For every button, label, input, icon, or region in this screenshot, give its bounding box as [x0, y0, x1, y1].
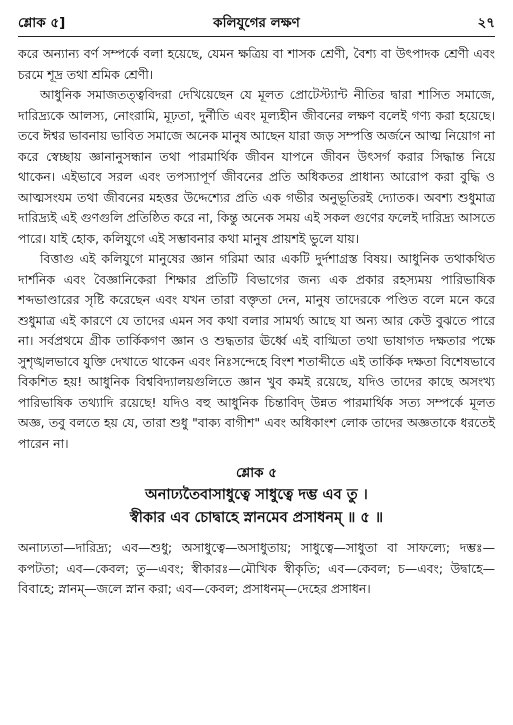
page-body [18, 44, 495, 600]
verse-line: অনাঢ্যতৈবাসাধুত্বে সাধুত্বে দম্ভ এব তু । [145, 487, 368, 503]
paragraph: করে অন্যান্য বর্ণ সম্পর্কে বলা হয়েছে, যেমন ক্ষত্রিয় বা শাসক শ্রেণী, বৈশ্য বা উৎপাদক শ্রেণী এবং চরমে শূদ্র তথা শ্রমিক শ্রেণী। [18, 46, 495, 82]
paragraph: বিত্তাগু এই কলিযুগে মানুষের জ্ঞান গরিমা আর একটি দুর্দশাগ্রস্ত বিষয়। আধুনিক তথাকথিত দার্শনিক এবং বৈজ্ঞানিকেরা শিক্ষার প্রতিটি বিভাগের জন্য এক প্রকার রহস্যময় পারিভাষিক শব্দভাণ্ডারের সৃষ্টি করেছেন এবং যখন তারা বক্তৃতা দেন, মানুষ তাদেরকে পণ্ডিত বলে মনে করে শুধুমাত্র এই কারণে যে তাদের এমন সব কথা বলার সামর্থ্য আছে যা অন্য আর কেউ বুঝতে পারে না। সর্বপ্রথমে গ্রীক তার্কিকগণ জ্ঞান ও শুদ্ধতার ঊর্ধ্বে এই বাগ্মিতা তথা ভাষাগত দক্ষতার পক্ষে সুশৃঙ্খলভাবে যুক্তি দেখাতে থাকেন এবং নিঃসন্দেহে বিংশ শতাব্দীতে এই তার্কিক দক্ষতা বিশেষভাবে বিকশিত হয়! আধুনিক বিশ্ববিদ্যালয়গুলিতে জ্ঞান খুব কমই রয়েছে, যদিও তাদের কাছে অসংখ্য পারিভাষিক তথ্যাদি রয়েছে! যদিও বহু আধুনিক চিন্তাবিদ্ উন্নত পারমার্থিক সত্য সম্পর্কে মূলত অজ্ঞ, তবু বলতে হয় যে, তারা শুধু "বাক্য বাগীশ" এবং অধিকাংশ লোক তাদের অজ্ঞতাকে ধরতেই পারেন না। [18, 251, 495, 451]
page-header [18, 12, 495, 34]
word-meanings: অনাঢ্যতা—দারিদ্র্য; এব—শুধু; অসাধুত্বে—অসাধুতায়; সাধুত্বে—সাধুতা বা সাফল্যে; দম্ভঃ—কপটতা; এব—কেবল; তু—এবং; স্বীকারঃ—মৌখিক স্বীকৃতি; এব—কেবল; চ—এবং; উদ্বাহে—বিবাহে; স্নানম্—জলে স্নান করা; এব—কেবল; প্রসাধনম্—দেহের প্রসাধন। [18, 540, 495, 596]
verse-label: শ্লোক ৫ [235, 465, 278, 481]
header-rule [18, 36, 495, 37]
verse-line: স্বীকার এব চোদ্বাহে স্নানমেব প্রসাধনম্ ॥ ৫ ॥ [129, 510, 384, 526]
running-title: কলিযুগের লক্ষণ [213, 15, 300, 31]
paragraph: আধুনিক সমাজতত্ত্ববিদরা দেখিয়েছেন যে মূলত প্রোটেস্ট্যান্ট নীতির দ্বারা শাসিত সমাজে, দারিদ্র্যকে আলস্য, নোংরামি, মূঢ়তা, দুর্নীতি এবং মূল্যহীন জীবনের লক্ষণ বলেই গণ্য করা হয়েছে। তবে ঈশ্বর ভাবনায় ভাবিত সমাজে অনেক মানুষ আছেন যারা জড় সম্পত্তি অর্জনে আত্ম নিয়োগ না করে স্বেচ্ছায় জ্ঞানানুসন্ধান তথা পারমার্থিক জীবন যাপনে জীবন উৎসর্গ করার সিদ্ধান্ত নিয়ে থাকেন। এইভাবে সরল এবং তপস্যাপূর্ণ জীবনের প্রতি অধিকতর প্রাধান্য আরোপ করা বুদ্ধি ও আত্মসংযম তথা জীবনের মহত্তর উদ্দেশ্যের প্রতি এক গভীর অনুভূতিরই দ্যোতক। অবশ্য শুধুমাত্র দারিদ্র্যই এই গুণগুলি প্রতিষ্ঠিত করে না, কিন্তু অনেক সময় এই সকল গুণের ফলেই দারিদ্র্য আসতে পারে। যাই হোক, কলিযুগে এই সম্ভাবনার কথা মানুষ প্রায়শই ভুলে যায়। [18, 87, 495, 246]
verse-reference: শ্লোক ৫] [18, 15, 66, 31]
page-number: ২৭ [477, 15, 495, 31]
